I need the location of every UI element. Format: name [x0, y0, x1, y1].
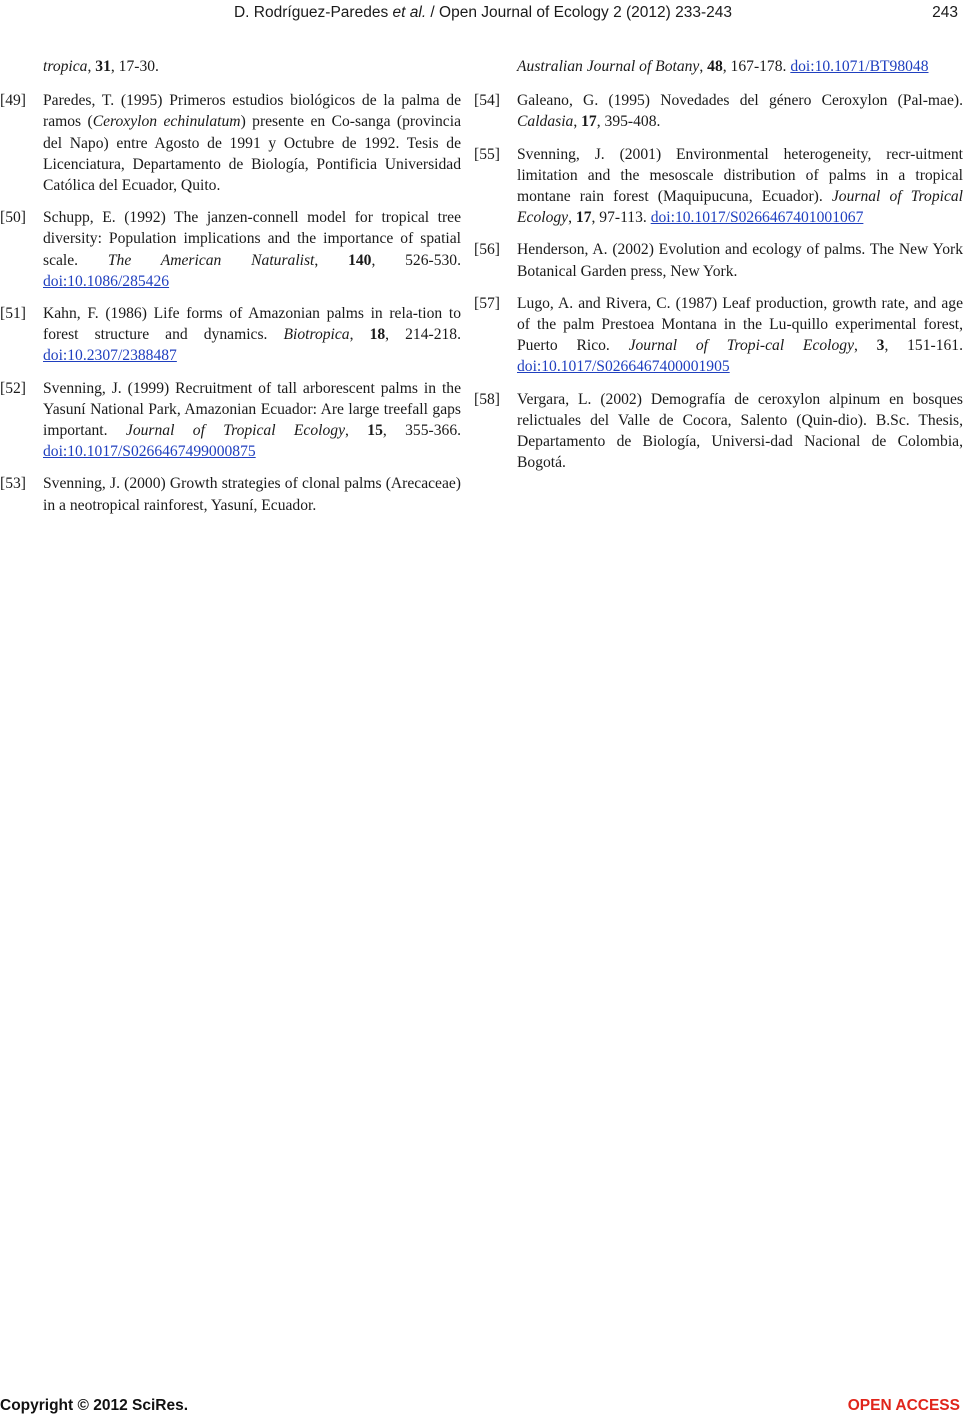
- reference-text: ,: [568, 209, 576, 227]
- volume-number: 3: [876, 337, 885, 355]
- reference-entry: [474, 239, 963, 281]
- reference-text: Henderson, A. (2002) Evolution and ecology of palms. The New York Botanical Garden press, New York.: [517, 241, 963, 280]
- reference-text: ) presente en Co-sanga (provincia del Napo) entre Agosto de 1991 y Octubre de 1992. Tesis de Licenciatura, Departamento de Biología, Pontificia Universidad Católica del Ecuador, Quito.: [43, 113, 461, 195]
- reference-text: Lugo, A. and Rivera, C. (1987) Leaf production, growth rate, and age of the palm Prestoea Montana in the Lu-quillo experimental forest, Puerto Rico.: [517, 294, 963, 355]
- open-access-label: OPEN ACCESS: [847, 1397, 960, 1414]
- page-number: 243: [932, 4, 958, 21]
- doi-link[interactable]: doi:10.2307/2388487: [43, 347, 177, 365]
- reference-entry: [0, 303, 462, 367]
- right-column: [474, 56, 964, 484]
- volume-number: 31: [95, 58, 111, 75]
- reference-number: [57]: [474, 294, 500, 312]
- journal-title: Australian Journal of Botany: [517, 58, 700, 75]
- reference-entry: [0, 90, 461, 196]
- reference-continuation: [502, 56, 963, 77]
- et-al: et al.: [392, 4, 427, 21]
- reference-text: ,: [699, 58, 708, 75]
- journal-title: Biotropica: [283, 326, 350, 344]
- doi-link[interactable]: doi:10.1017/S0266467401001067: [650, 209, 864, 227]
- volume-number: 18: [369, 326, 386, 344]
- reference-text: Galeano, G. (1995) Novedades del género Ceroxylon (Pal-mae).: [517, 92, 963, 110]
- reference-number: [50]: [0, 209, 26, 227]
- journal-title: Journal of Tropical Ecology: [517, 188, 964, 227]
- reference-entry: [474, 389, 963, 474]
- page-footer: [0, 1397, 966, 1417]
- reference-text: , 97-113.: [591, 209, 651, 227]
- copyright-notice: Copyright © 2012 SciRes.: [0, 1397, 189, 1414]
- reference-text: , 395-408.: [596, 113, 661, 131]
- doi-link[interactable]: doi:10.1017/S0266467499000875: [43, 443, 256, 461]
- reference-text: ,: [345, 422, 368, 440]
- journal-title: Ceroxylon echinulatum: [92, 113, 241, 131]
- reference-text: ,: [573, 113, 582, 131]
- doi-link[interactable]: doi:10.1086/285426: [43, 272, 170, 290]
- journal-title: Journal of Tropical Ecology: [125, 422, 346, 440]
- doi-link[interactable]: doi:10.1071/BT98048: [790, 58, 929, 75]
- reference-continuation: [28, 56, 461, 77]
- left-column: [0, 56, 462, 527]
- page-header: [0, 4, 966, 26]
- journal-info: / Open Journal of Ecology 2 (2012) 233-243: [426, 4, 733, 21]
- reference-number: [52]: [0, 379, 26, 397]
- running-title: [0, 4, 966, 22]
- reference-entry: [0, 473, 461, 515]
- reference-text: Svenning, J. (2001) Environmental heterogeneity, recr-uitment limitation and the mesoscale distribution of palms in a tropical montane rain forest (Maquipucuna, Ecuador).: [517, 145, 963, 206]
- volume-number: 15: [367, 422, 383, 440]
- doi-link[interactable]: doi:10.1017/S0266467400001905: [517, 358, 730, 376]
- volume-number: 17: [581, 113, 597, 131]
- reference-text: ,: [87, 58, 96, 75]
- reference-number: [58]: [474, 390, 500, 408]
- reference-number: [54]: [474, 92, 500, 110]
- reference-text: ,: [854, 337, 877, 355]
- volume-number: 140: [348, 251, 372, 269]
- reference-number: [49]: [0, 92, 26, 110]
- reference-number: [53]: [0, 475, 26, 493]
- journal-title: Journal of Tropi-cal Ecology: [628, 337, 855, 355]
- reference-text: ,: [349, 326, 370, 344]
- reference-entry: [0, 378, 462, 463]
- reference-text: Paredes, T. (1995) Primeros estudios biológicos de la palma de ramos (: [43, 92, 461, 131]
- reference-entry: [474, 90, 963, 132]
- volume-number: 48: [707, 58, 723, 75]
- reference-number: [56]: [474, 241, 500, 259]
- reference-entry: [474, 293, 963, 378]
- reference-text: , 17-30.: [110, 58, 159, 75]
- reference-text: , 214-218.: [385, 326, 462, 344]
- volume-number: 17: [575, 209, 592, 227]
- reference-text: Svenning, J. (2000) Growth strategies of clonal palms (Arecaceae) in a neotropical rainforest, Yasuní, Ecuador.: [43, 475, 461, 514]
- journal-title: tropica: [43, 58, 88, 75]
- reference-text: Svenning, J. (1999) Recruitment of tall arborescent palms in the Yasuní National Park, Amazonian Ecuador: Are large treefall gaps important.: [43, 379, 461, 440]
- reference-entry: [0, 207, 461, 292]
- journal-title: The American Naturalist: [107, 251, 315, 269]
- reference-number: [55]: [474, 145, 500, 163]
- reference-text: , 151-161.: [884, 337, 963, 355]
- reference-entry: [474, 144, 964, 229]
- reference-text: , 167-178.: [722, 58, 791, 75]
- reference-text: Kahn, F. (1986) Life forms of Amazonian palms in rela-tion to forest structure and dynamics.: [43, 305, 461, 344]
- reference-text: , 355-366.: [382, 422, 462, 440]
- reference-text: Vergara, L. (2002) Demografía de ceroxylon alpinum en bosques relictuales del Valle de Cocora, Salento (Quin-dio). B.Sc. Thesis, Departamento de Biología, Universi-dad Nacional de Colombia, Bogotá.: [517, 390, 963, 472]
- reference-text: , 526-530.: [371, 251, 461, 269]
- reference-text: ,: [314, 251, 349, 269]
- reference-text: Schupp, E. (1992) The janzen-connell model for tropical tree diversity: Population implications and the importance of spatial scale.: [43, 209, 461, 269]
- journal-title: Caldasia: [517, 113, 574, 131]
- reference-number: [51]: [0, 305, 26, 323]
- authors: D. Rodríguez-Paredes: [233, 4, 393, 21]
